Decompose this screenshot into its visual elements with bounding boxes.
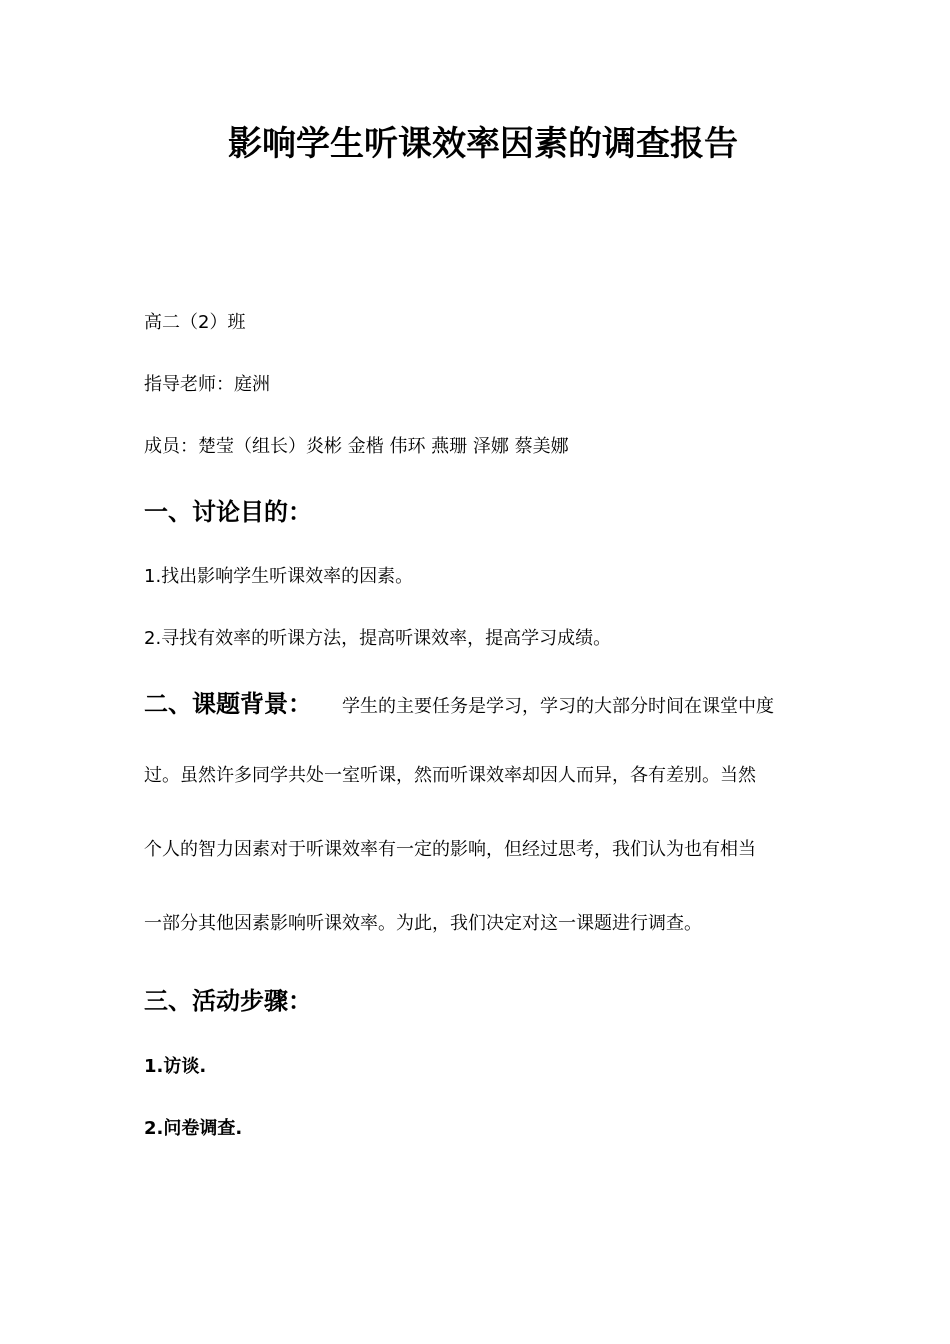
section2-body-line: 过。虽然许多同学共处一室听课，然而听课效率却因人而异，各有差别。当然 <box>144 765 756 786</box>
section3-item: 2.问卷调查. <box>144 1118 243 1139</box>
members-line: 成员：楚莹（组长）炎彬 金楷 伟环 燕珊 泽娜 蔡美娜 <box>144 436 569 457</box>
section2-heading: 二、课题背景： <box>144 690 312 718</box>
section1-item: 1.找出影响学生听课效率的因素。 <box>144 566 414 587</box>
section1-item: 2.寻找有效率的听课方法，提高听课效率，提高学习成绩。 <box>144 628 612 649</box>
section2-heading-row <box>144 684 774 719</box>
section2-body-line: 个人的智力因素对于听课效率有一定的影响，但经过思考，我们认为也有相当 <box>144 839 756 860</box>
section2-body-line: 一部分其他因素影响听课效率。为此，我们决定对这一课题进行调查。 <box>144 913 702 934</box>
section2-body-line: 学生的主要任务是学习，学习的大部分时间在课堂中度 <box>342 696 774 717</box>
section3-item: 1.访谈. <box>144 1056 207 1077</box>
section1-heading: 一、讨论目的： <box>144 498 312 526</box>
section3-heading: 三、活动步骤： <box>144 987 312 1015</box>
page-title: 影响学生听课效率因素的调查报告 <box>228 124 738 164</box>
teacher-line: 指导老师：庭洲 <box>144 374 270 395</box>
class-line: 高二（2）班 <box>144 312 246 333</box>
